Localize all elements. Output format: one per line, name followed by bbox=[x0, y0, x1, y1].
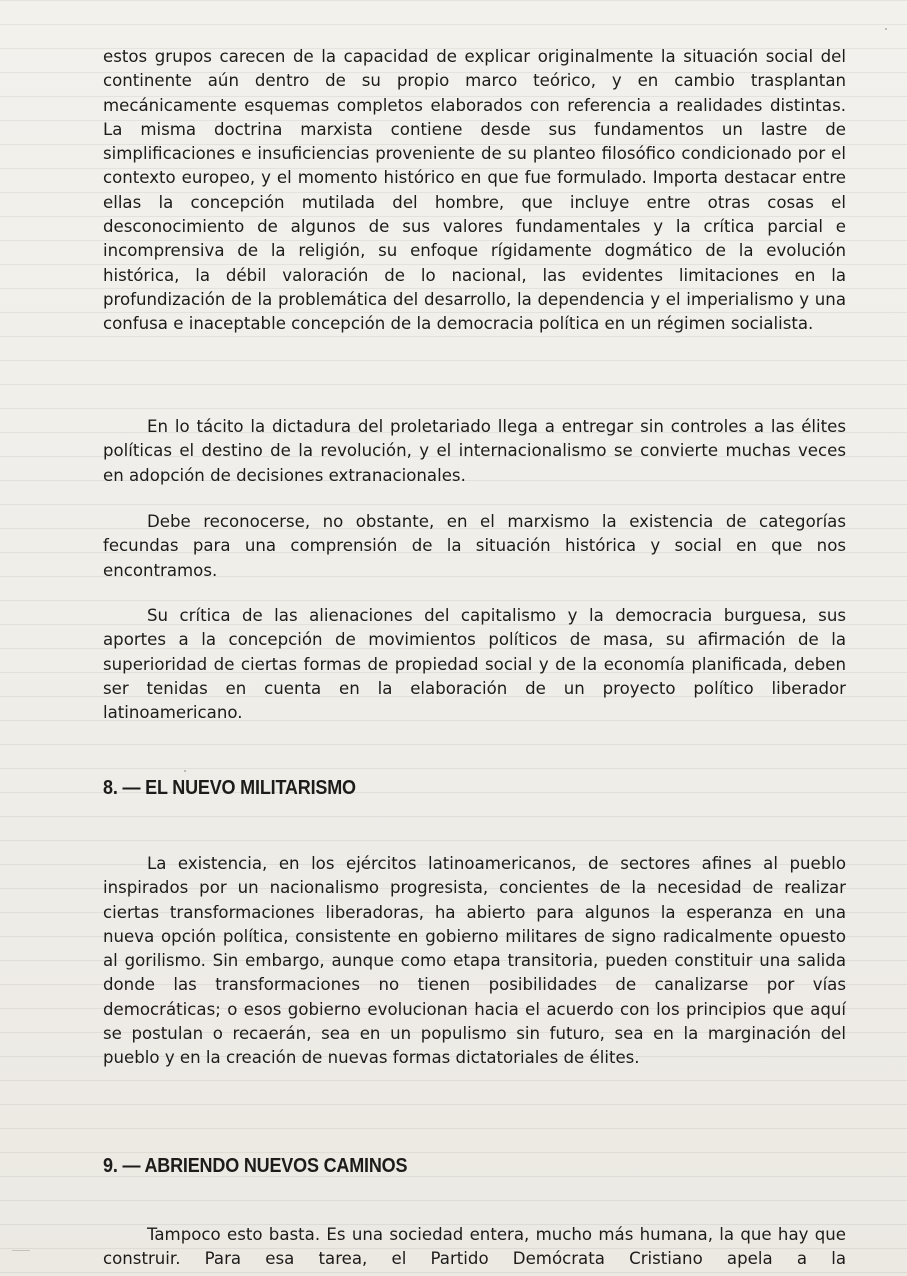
paper-speck bbox=[885, 28, 887, 30]
body-text: La existencia, en los ejércitos latinoamericanos, de sectores afines al pueblo inspirados por un nacionalismo progresista, concientes de la necesidad de realizar ciertas transformaciones liberadoras, ha abierto para algunos la esperanza en una nueva opción política, consistente en gobierno militares de signo radicalmente opuesto al gorilismo. Sin embargo, aunque como etapa transitoria, pueden constituir una salida donde las transformaciones no tienen posibilidades de canalizarse por vías democráticas; o esos gobierno evolucionan hacia el acuerdo con los principios que aquí se postulan o recaerán, sea en un populismo sin futuro, sea en la marginación del pueblo y en la creación de nuevas formas dictatoriales de élites. bbox=[103, 854, 846, 1068]
section-title: 8. — EL NUEVO MILITARISMO bbox=[103, 777, 356, 799]
section-heading-9 bbox=[103, 1155, 846, 1178]
body-text: Su crítica de las alienaciones del capitalismo y la democracia burguesa, sus aportes a la concepción de movimientos políticos de masa, su afirmación de la superioridad de ciertas formas de propiedad social y de la economía planificada, deben ser tenidas en cuenta en la elaboración de un proyecto político liberador latinoamericano. bbox=[103, 606, 846, 723]
paragraph-new-paths bbox=[103, 1223, 846, 1272]
paper-speck bbox=[184, 770, 186, 772]
body-text: Debe reconocerse, no obstante, en el marxismo la existencia de categorías fecundas para una comprensión de la situación histórica y social en que nos encontramos. bbox=[103, 512, 846, 580]
paragraph-dictatorship bbox=[103, 415, 846, 488]
paragraph-marxism-critique bbox=[103, 45, 846, 337]
section-heading-8 bbox=[103, 777, 846, 800]
paragraph-militarism bbox=[103, 852, 846, 1071]
body-text: Tampoco esto basta. Es una sociedad entera, mucho más humana, la que hay que construir. Para esa tarea, el Partido Demócrata Cristiano apela a la bbox=[103, 1225, 846, 1269]
section-title: 9. — ABRIENDO NUEVOS CAMINOS bbox=[103, 1155, 408, 1177]
paragraph-contributions bbox=[103, 604, 846, 725]
body-text: estos grupos carecen de la capacidad de explicar originalmente la situación social del continente aún dentro de su propio marco teórico, y en cambio trasplantan mecánicamente esquemas completos elaborados con referencia a realidades distintas. La misma doctrina marxista contiene desde sus fundamentos un lastre de simplificaciones e insuficiencias proveniente de su planteo filosófico condicionado por el contexto europeo, y el momento histórico en que fue formulado. Importa destacar entre ellas la concepción mutilada del hombre, que incluye entre otras cosas el desconocimiento de algunos de sus valores fundamentales y la crítica parcial e incomprensiva de la religión, su enfoque rígidamente dogmático de la evolución histórica, la débil valoración de lo nacional, las evidentes limitaciones en la profundización de la problemática del desarrollo, la dependencia y el imperialismo y una confusa e inaceptable concepción de la democracia política en un régimen socialista. bbox=[103, 47, 846, 334]
paper-mark bbox=[12, 1250, 30, 1251]
paragraph-recognition bbox=[103, 510, 846, 583]
body-text: En lo tácito la dictadura del proletariado llega a entregar sin controles a las élites políticas el destino de la revolución, y el internacionalismo se convierte muchas veces en adopción de decisiones extranacionales. bbox=[103, 417, 846, 485]
